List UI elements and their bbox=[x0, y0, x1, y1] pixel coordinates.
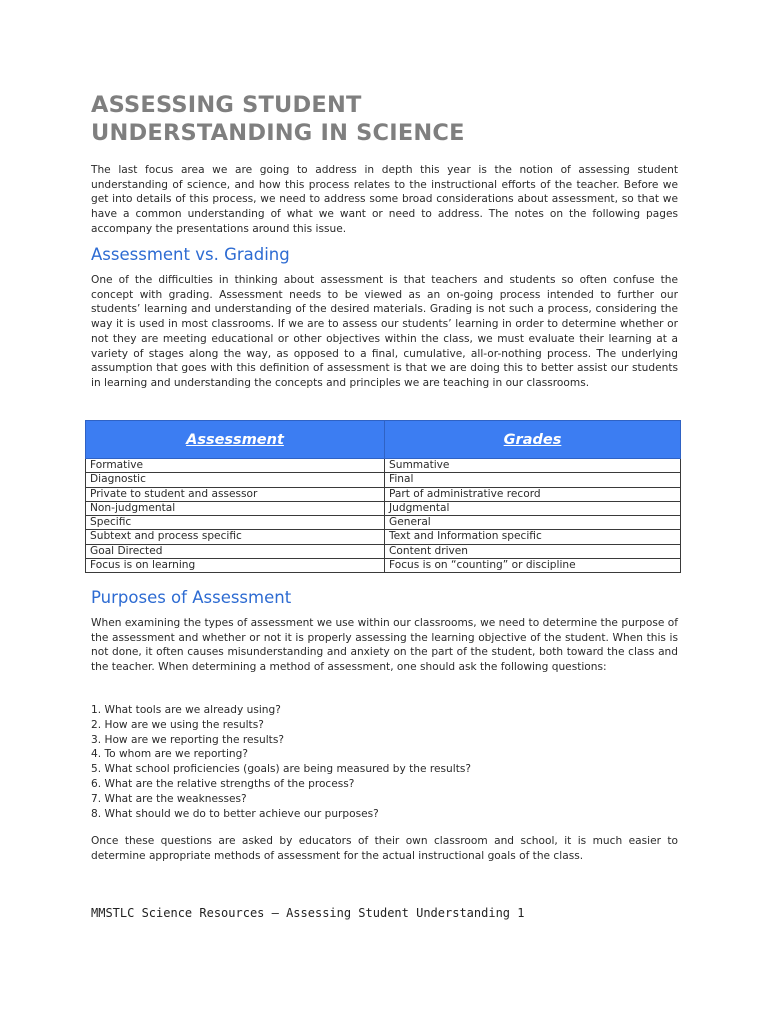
table-cell: Specific bbox=[86, 516, 385, 530]
list-item: 4. To whom are we reporting? bbox=[91, 748, 248, 761]
table-cell: Private to student and assessor bbox=[86, 487, 385, 501]
table-row bbox=[86, 487, 681, 501]
list-item: 3. How are we reporting the results? bbox=[91, 733, 284, 746]
document-title bbox=[91, 91, 678, 147]
table-cell: Summative bbox=[385, 459, 681, 473]
list-item: 1. What tools are we already using? bbox=[91, 704, 281, 716]
section-heading-purposes-of-assessment: Purposes of Assessment bbox=[91, 588, 292, 607]
table-cell: General bbox=[385, 516, 681, 530]
assessment-vs-grading-paragraph: One of the difficulties in thinking about assessment is that teachers and students so often confuse the concept with grading. Assessment needs to be viewed as an on-going process intended to further our students’ learning and understanding of the desired materials. Grading is not such a process, considering the way it is used in most classrooms. If we are to assess our students’ learning in order to determine whether or not they are meeting educational or other objectives within the class, we must evaluate their learning at a variety of stages along the way, as opposed to a final, cumulative, all-or-nothing process. The underlying assumption that goes with this definition of assessment is that we are doing this to better assist our students in learning and understanding the concepts and principles we are teaching in our classrooms. bbox=[91, 274, 678, 389]
table-header-row bbox=[86, 421, 681, 459]
table-cell: Formative bbox=[86, 459, 385, 473]
list-item: 5. What school proficiencies (goals) are being measured by the results? bbox=[91, 763, 471, 776]
table-cell: Focus is on learning bbox=[86, 559, 385, 573]
table-cell: Non-judgmental bbox=[86, 501, 385, 515]
title-line-2: UNDERSTANDING IN SCIENCE bbox=[91, 120, 465, 146]
table-row bbox=[86, 530, 681, 544]
table-row bbox=[86, 544, 681, 558]
table-cell: Content driven bbox=[385, 544, 681, 558]
title-line-1: ASSESSING STUDENT bbox=[91, 92, 362, 118]
table-row bbox=[86, 459, 681, 473]
table-cell: Text and Information specific bbox=[385, 530, 681, 544]
table-cell: Judgmental bbox=[385, 501, 681, 515]
list-item: 8. What should we do to better achieve our purposes? bbox=[91, 807, 379, 820]
table-header-grades: Grades bbox=[385, 421, 681, 459]
section-heading-assessment-vs-grading: Assessment vs. Grading bbox=[91, 245, 290, 264]
closing-paragraph: Once these questions are asked by educators of their own classroom and school, it is much easier to determine appropriate methods of assessment for the actual instructional goals of the class. bbox=[91, 835, 678, 862]
page-footer: MMSTLC Science Resources – Assessing Student Understanding 1 bbox=[91, 906, 525, 920]
table-cell: Diagnostic bbox=[86, 473, 385, 487]
table-cell: Final bbox=[385, 473, 681, 487]
table-row bbox=[86, 473, 681, 487]
table-row bbox=[86, 559, 681, 573]
list-item: 6. What are the relative strengths of the process? bbox=[91, 777, 355, 790]
table-row bbox=[86, 516, 681, 530]
question-list bbox=[91, 703, 471, 821]
table-cell: Part of administrative record bbox=[385, 487, 681, 501]
table-cell: Subtext and process specific bbox=[86, 530, 385, 544]
list-item: 7. What are the weaknesses? bbox=[91, 792, 247, 805]
intro-paragraph: The last focus area we are going to address in depth this year is the notion of assessing student understanding of science, and how this process relates to the instructional efforts of the teacher. Before we get into details of this process, we need to address some broad considerations about assessment, so that we have a common understanding of what we want or need to address. The notes on the following pages accompany the presentations around this issue. bbox=[91, 164, 678, 235]
table-cell: Goal Directed bbox=[86, 544, 385, 558]
table-header-assessment: Assessment bbox=[86, 421, 385, 459]
list-item: 2. How are we using the results? bbox=[91, 718, 264, 731]
purposes-paragraph: When examining the types of assessment we use within our classrooms, we need to determine the purpose of the assessment and whether or not it is properly assessing the learning objective of the student. When this is not done, it often causes misunderstanding and anxiety on the part of the student, both toward the class and the teacher. When determining a method of assessment, one should ask the following questions: bbox=[91, 617, 678, 674]
table-cell: Focus is on “counting” or discipline bbox=[385, 559, 681, 573]
table-row bbox=[86, 501, 681, 515]
comparison-table bbox=[85, 420, 681, 573]
